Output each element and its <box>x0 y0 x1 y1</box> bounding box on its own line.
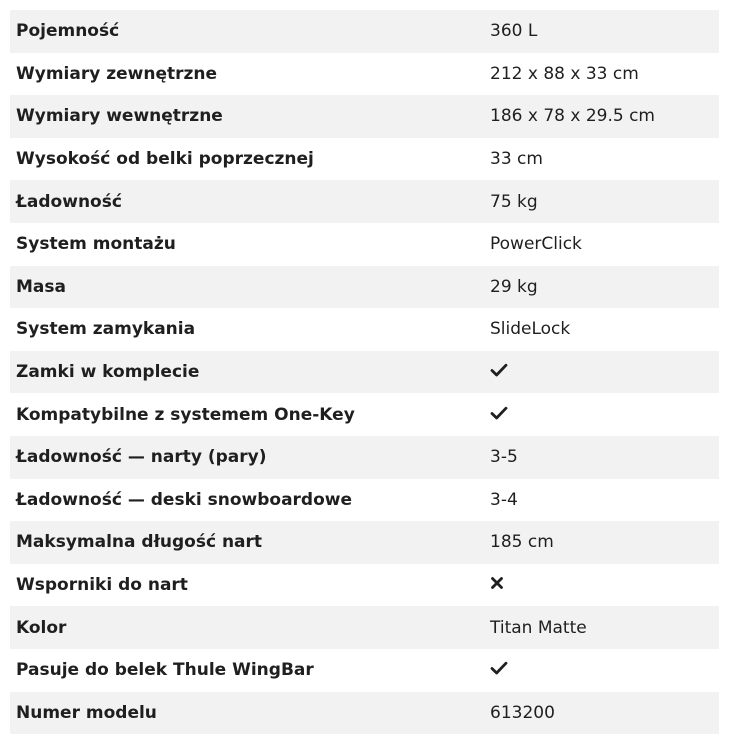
spec-label: Pasuje do belek Thule WingBar <box>16 660 314 681</box>
spec-label: Wymiary zewnętrzne <box>16 63 218 84</box>
spec-row <box>10 479 719 522</box>
spec-row <box>10 10 719 53</box>
spec-value: 3-4 <box>490 489 518 510</box>
spec-value: SlideLock <box>490 319 571 340</box>
spec-row <box>10 649 719 692</box>
check-icon <box>490 660 508 680</box>
spec-value: 613200 <box>490 702 555 723</box>
spec-label: Kompatybilne z systemem One-Key <box>16 404 355 425</box>
spec-row <box>10 521 719 564</box>
spec-label: Zamki w komplecie <box>16 362 200 383</box>
spec-value: Titan Matte <box>490 617 587 638</box>
spec-label: Numer modelu <box>16 702 157 723</box>
spec-row <box>10 95 719 138</box>
spec-row <box>10 606 719 649</box>
spec-row <box>10 436 719 479</box>
spec-value <box>484 649 719 692</box>
spec-label: Masa <box>16 276 66 297</box>
spec-value: 29 kg <box>490 276 538 297</box>
spec-row <box>10 308 719 351</box>
spec-value <box>484 351 719 394</box>
spec-value: 212 x 88 x 33 cm <box>490 63 639 84</box>
spec-value: 360 L <box>490 21 538 42</box>
spec-row <box>10 180 719 223</box>
spec-label: System zamykania <box>16 319 196 340</box>
spec-label: Wymiary wewnętrzne <box>16 106 223 127</box>
spec-value: 33 cm <box>490 149 543 170</box>
check-icon <box>490 362 508 382</box>
spec-label: Kolor <box>16 617 67 638</box>
spec-label: Ładowność — deski snowboardowe <box>16 489 353 510</box>
spec-table-body <box>10 10 719 734</box>
spec-label: Wsporniki do nart <box>16 575 188 596</box>
spec-label: Ładowność — narty (pary) <box>16 447 267 468</box>
spec-value <box>484 393 719 436</box>
spec-value: 75 kg <box>490 191 538 212</box>
spec-row <box>10 692 719 735</box>
spec-row <box>10 223 719 266</box>
spec-row <box>10 138 719 181</box>
spec-row <box>10 53 719 96</box>
spec-value: 185 cm <box>490 532 554 553</box>
spec-row <box>10 266 719 309</box>
spec-label: Ładowność <box>16 191 122 212</box>
spec-value: PowerClick <box>490 234 582 255</box>
spec-row <box>10 351 719 394</box>
spec-value: 3-5 <box>490 447 518 468</box>
spec-row <box>10 393 719 436</box>
cross-icon <box>490 575 504 595</box>
spec-value <box>484 564 719 607</box>
spec-label: Wysokość od belki poprzecznej <box>16 149 314 170</box>
spec-label: Maksymalna długość nart <box>16 532 263 553</box>
spec-label: Pojemność <box>16 21 120 42</box>
spec-value: 186 x 78 x 29.5 cm <box>490 106 655 127</box>
spec-row <box>10 564 719 607</box>
spec-table <box>10 10 719 734</box>
check-icon <box>490 405 508 425</box>
spec-label: System montażu <box>16 234 176 255</box>
